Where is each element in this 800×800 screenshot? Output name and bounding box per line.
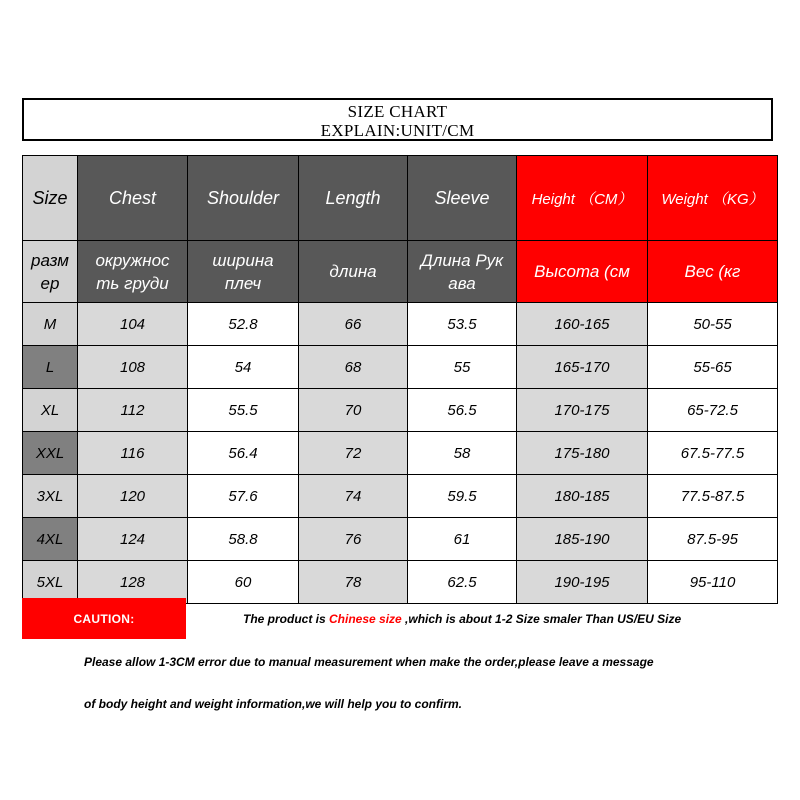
table-cell: 170-175 <box>517 389 648 432</box>
table-cell: 62.5 <box>408 561 517 604</box>
table-cell: 53.5 <box>408 303 517 346</box>
header-ru-sleeve-line1: Длина Рук <box>420 250 504 270</box>
chart-subtitle: EXPLAIN:UNIT/CM <box>320 121 475 140</box>
table-cell: 59.5 <box>408 475 517 518</box>
header-ru-shoulder-line1: ширина <box>212 250 274 270</box>
table-cell: 61 <box>408 518 517 561</box>
header-ru-shoulder <box>188 241 299 303</box>
table-cell: 160-165 <box>517 303 648 346</box>
table-cell: 65-72.5 <box>648 389 778 432</box>
table-cell: 87.5-95 <box>648 518 778 561</box>
table-cell: 120 <box>78 475 188 518</box>
size-label-cell: 4XL <box>23 518 78 561</box>
size-label-cell: M <box>23 303 78 346</box>
table-cell: 50-55 <box>648 303 778 346</box>
header-ru-length <box>299 241 408 303</box>
table-cell: 76 <box>299 518 408 561</box>
header-ru-height <box>517 241 648 303</box>
header-ru-sleeve-line2: ава <box>448 273 476 293</box>
caution-label: CAUTION: <box>22 598 186 639</box>
table-cell: 52.8 <box>188 303 299 346</box>
table-cell: 57.6 <box>188 475 299 518</box>
table-cell: 77.5-87.5 <box>648 475 778 518</box>
caution-text-after: ,which is about 1-2 Size smaler Than US/EU Size <box>401 612 682 626</box>
table-cell: 56.5 <box>408 389 517 432</box>
header-row-russian <box>23 241 778 303</box>
table-cell: 116 <box>78 432 188 475</box>
table-cell: 78 <box>299 561 408 604</box>
table-cell: 58 <box>408 432 517 475</box>
table-cell: 165-170 <box>517 346 648 389</box>
table-row <box>23 432 778 475</box>
table-row <box>23 389 778 432</box>
header-ru-chest <box>78 241 188 303</box>
header-sleeve: Sleeve <box>408 156 517 241</box>
header-height: Height （CM） <box>517 156 648 241</box>
header-ru-shoulder-line2: плеч <box>224 273 262 293</box>
table-row <box>23 475 778 518</box>
table-cell: 74 <box>299 475 408 518</box>
header-ru-size-line1: разм <box>31 250 69 270</box>
header-shoulder: Shoulder <box>188 156 299 241</box>
table-cell: 124 <box>78 518 188 561</box>
table-cell: 180-185 <box>517 475 648 518</box>
table-body <box>23 303 778 604</box>
table-cell: 60 <box>188 561 299 604</box>
table-cell: 55-65 <box>648 346 778 389</box>
table-cell: 68 <box>299 346 408 389</box>
table-cell: 112 <box>78 389 188 432</box>
size-label-cell: 5XL <box>23 561 78 604</box>
header-ru-height-line1: Высота (см <box>534 262 630 281</box>
table-cell: 55.5 <box>188 389 299 432</box>
table-row <box>23 518 778 561</box>
size-table <box>22 155 778 604</box>
table-cell: 190-195 <box>517 561 648 604</box>
caution-text-before: The product is <box>243 612 330 626</box>
table-cell: 95-110 <box>648 561 778 604</box>
caution-highlight: Chinese size <box>329 612 402 626</box>
header-size: Size <box>23 156 78 241</box>
header-ru-weight-line1: Вес (кг <box>684 262 741 281</box>
size-label-cell: XL <box>23 389 78 432</box>
table-cell: 70 <box>299 389 408 432</box>
table-row <box>23 346 778 389</box>
table-cell: 175-180 <box>517 432 648 475</box>
table-cell: 128 <box>78 561 188 604</box>
note-line-1: Please allow 1-3CM error due to manual measurement when make the order,please leave a message <box>84 655 654 669</box>
table-cell: 72 <box>299 432 408 475</box>
header-ru-chest-line2: ть груди <box>96 273 169 293</box>
table-cell: 58.8 <box>188 518 299 561</box>
header-ru-size-line2: ер <box>40 273 60 293</box>
header-ru-sleeve <box>408 241 517 303</box>
header-ru-length-line1: длина <box>329 262 377 281</box>
table-cell: 108 <box>78 346 188 389</box>
table-row <box>23 303 778 346</box>
header-ru-chest-line1: окружнос <box>95 250 170 270</box>
table-cell: 54 <box>188 346 299 389</box>
note-line-2: of body height and weight information,we will help you to confirm. <box>84 697 462 711</box>
table-cell: 67.5-77.5 <box>648 432 778 475</box>
size-label-cell: 3XL <box>23 475 78 518</box>
table-cell: 104 <box>78 303 188 346</box>
table-cell: 55 <box>408 346 517 389</box>
header-ru-weight <box>648 241 778 303</box>
caution-text <box>243 612 681 626</box>
table-cell: 56.4 <box>188 432 299 475</box>
header-row-english <box>23 156 778 241</box>
chart-title: SIZE CHART <box>347 102 448 121</box>
header-length: Length <box>299 156 408 241</box>
header-ru-size <box>23 241 78 303</box>
size-label-cell: L <box>23 346 78 389</box>
size-label-cell: XXL <box>23 432 78 475</box>
table-cell: 185-190 <box>517 518 648 561</box>
header-weight: Weight （KG） <box>648 156 778 241</box>
size-chart-title-box <box>22 98 773 141</box>
header-chest: Chest <box>78 156 188 241</box>
table-cell: 66 <box>299 303 408 346</box>
